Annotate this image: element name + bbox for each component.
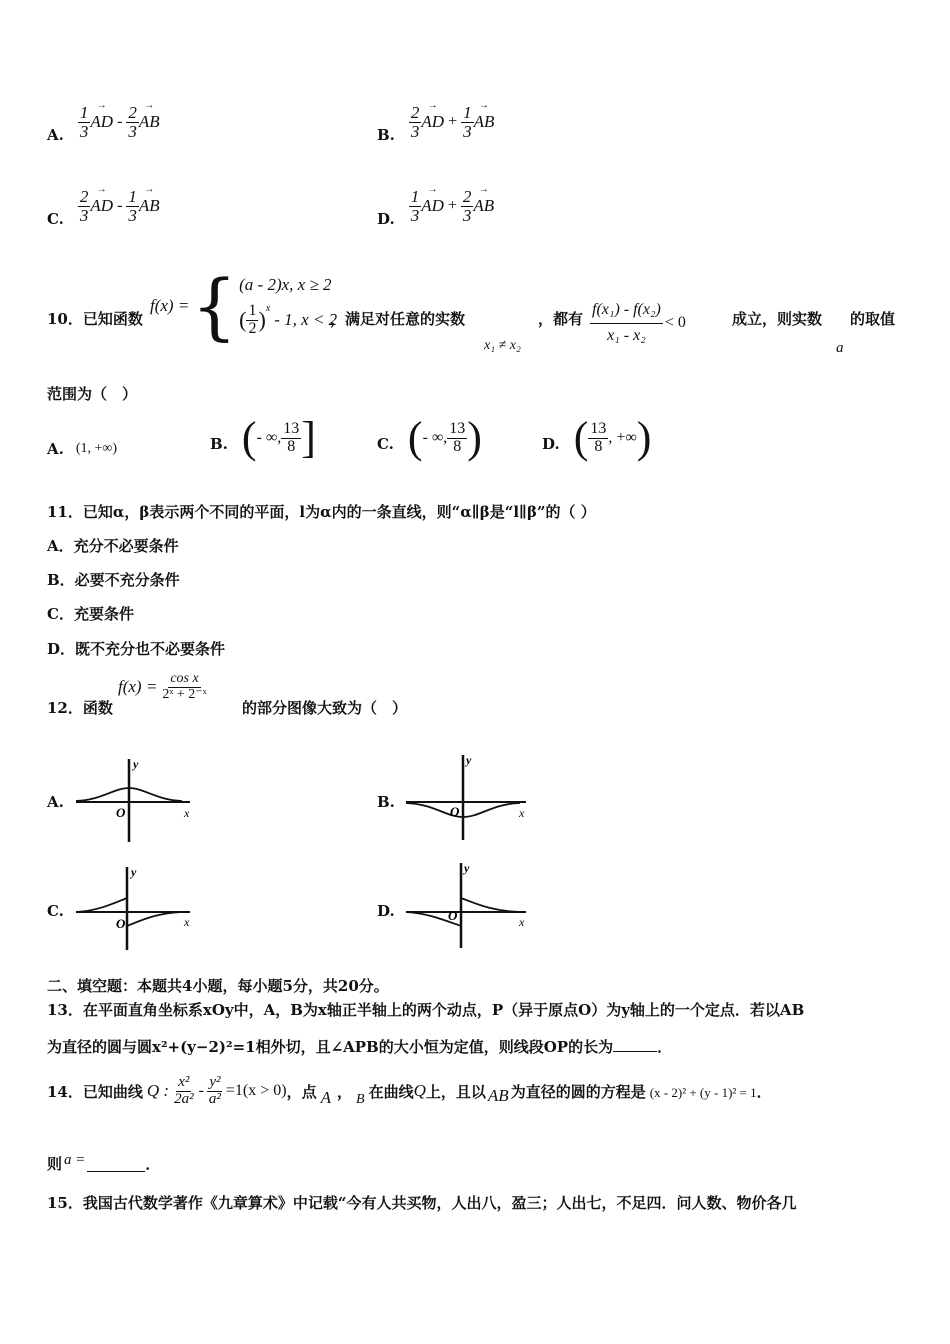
q10-option-a[interactable] (47, 440, 117, 458)
q10-mid-text: ，满足对任意的实数 (330, 310, 466, 328)
vector-ab: → AB (473, 196, 494, 216)
origin-label: O (116, 805, 126, 820)
q14-line1: 14．已知曲线 Q : $\frac{\text{x²}}{\text{2a²}}$ - $\frac{\text{y²}}{\text{a²}}$ =1(x > 0) ，点 A ， B 在曲线 Q 上，且以 AB 为直径的圆的方程是 (x - 2)² + (y - 1)² = 1 ． (47, 1073, 772, 1107)
q9-option-b[interactable] (377, 100, 494, 144)
operator: - (117, 113, 123, 130)
q11-option-b[interactable]: B．必要不充分条件 (47, 571, 180, 589)
x-axis-label: x (184, 806, 190, 820)
q9-option-a[interactable] (47, 100, 160, 144)
coef-fraction: $\frac{2}{3}$ (410, 102, 420, 141)
piece-2: ( $\frac{1}{2}$ ) $^x$ - 1, x < 2 (239, 301, 338, 337)
operator: - (117, 197, 123, 214)
y-axis-label: y (464, 861, 470, 875)
coef-fraction: $\frac{2}{3}$ (128, 102, 137, 141)
q11-stem: 11．已知α，β表示两个不同的平面，l为α内的一条直线，则“α∥β是“l∥β”的（ ） (47, 503, 596, 521)
graph-d[interactable] (402, 860, 532, 950)
q13-line2: 为直径的圆与圆x²+(y−2)²=1相外切，且∠APB的大小恒为定值，则线段OP的长为 ． (47, 1038, 673, 1056)
coef-fraction: $\frac{2}{3}$ (79, 186, 89, 225)
q12-function: f(x) = $\frac{\text{cos x}}{\text{2ˣ + 2⁻ˣ}}$ (118, 671, 207, 702)
section-heading: 二、填空题：本题共4小题，每小题5分，共20分。 (47, 977, 389, 995)
vector-ab: → AB (139, 112, 160, 132)
q14-line2: 则 a = ． (47, 1152, 161, 1173)
option-label: D. (377, 210, 395, 228)
coef-fraction: $\frac{2}{3}$ (462, 186, 472, 225)
x-axis-label: x (184, 915, 190, 929)
q10-option-d[interactable]: D. ( $\frac{13}{8}$ , +∞ ) (542, 413, 652, 462)
option-label: A. (47, 440, 64, 458)
operator: + (448, 113, 458, 130)
q11-option-c[interactable]: C．充要条件 (47, 605, 134, 623)
q13-line1: 13．在平面直角坐标系xOy中，A，B为x轴正半轴上的两个动点，P（异于原点O）为y轴上的一个定点．若以AB (47, 1001, 805, 1019)
pieces (239, 275, 337, 338)
q10-suffix: 成立，则实数 (732, 310, 823, 328)
vector-ad: → AD (90, 112, 113, 132)
q10-suffix2: 的取值 (850, 310, 896, 328)
origin-label: O (448, 908, 458, 923)
answer-blank[interactable] (613, 1051, 657, 1052)
origin-label: O (450, 804, 460, 819)
graph-b[interactable] (402, 752, 532, 842)
option-label: C. (377, 435, 394, 453)
q10-piecewise-function (150, 264, 338, 348)
vector-ab: → AB (139, 196, 160, 216)
q10-has-text: ，都有 (538, 310, 584, 328)
q10-option-b[interactable]: B. ( - ∞, $\frac{13}{8}$ ] (210, 413, 316, 462)
option-label: B. (210, 435, 228, 453)
answer-blank[interactable] (87, 1155, 145, 1172)
option-label: D. (542, 435, 560, 453)
q10-inequality: $\frac{\text{f(x₁) - f(x₂)}}{\text{x₁ - x₂}}$ < 0 (592, 301, 686, 344)
q12-suffix: 的部分图像大致为（ ） (242, 699, 408, 717)
graph-b-label: B. (377, 793, 395, 811)
q11-option-a[interactable]: A．充分不必要条件 (47, 537, 179, 555)
option-interval: (1, +∞) (75, 441, 118, 456)
coef-fraction: $\frac{1}{3}$ (410, 186, 420, 225)
vector-ab: → AB (474, 112, 495, 132)
graph-a[interactable] (72, 756, 197, 846)
coef-fraction: $\frac{1}{3}$ (128, 186, 137, 225)
origin-label: O (116, 916, 126, 931)
left-brace: { (191, 264, 238, 348)
graph-d-label: D. (377, 902, 395, 920)
q10-option-c[interactable]: C. ( - ∞, $\frac{13}{8}$ ) (377, 413, 482, 462)
vector-ad: → AD (90, 196, 113, 216)
piece-1: (a - 2)x, x ≥ 2 (239, 274, 332, 294)
q10-condition: x₁ ≠ x₂ (484, 338, 521, 353)
graph-c-label: C. (47, 902, 64, 920)
x-axis-label: x (519, 806, 525, 820)
q10-line2: 范围为（ ） (47, 385, 138, 403)
y-axis-label: y (466, 753, 472, 767)
y-axis-label: y (131, 865, 137, 879)
q9-option-d[interactable] (377, 184, 494, 228)
option-label: A. (47, 126, 64, 144)
q10-var-a: a (836, 340, 844, 356)
x-axis-label: x (519, 915, 525, 929)
coef-fraction: $\frac{1}{3}$ (463, 102, 472, 141)
y-axis-label: y (133, 757, 139, 771)
q9-option-c[interactable] (47, 184, 160, 228)
option-label: C. (47, 210, 64, 228)
q15-line1: 15．我国古代数学著作《九章算术》中记载“今有人共买物，人出八，盈三；人出七，不足四．问人数、物价各几 (47, 1194, 797, 1212)
graph-a-label: A. (47, 793, 64, 811)
q11-option-d[interactable]: D．既不充分也不必要条件 (47, 640, 226, 658)
operator: + (447, 197, 457, 214)
q12-prefix: 12．函数 (47, 699, 113, 717)
coef-fraction: $\frac{1}{3}$ (79, 102, 89, 141)
option-label: B. (377, 126, 395, 144)
vector-ad: → AD (421, 112, 444, 132)
fx-label: f(x) = (150, 296, 190, 315)
q10-prefix: 10．已知函数 (47, 310, 143, 328)
graph-c[interactable] (72, 864, 197, 954)
vector-ad: → AD (421, 196, 444, 216)
